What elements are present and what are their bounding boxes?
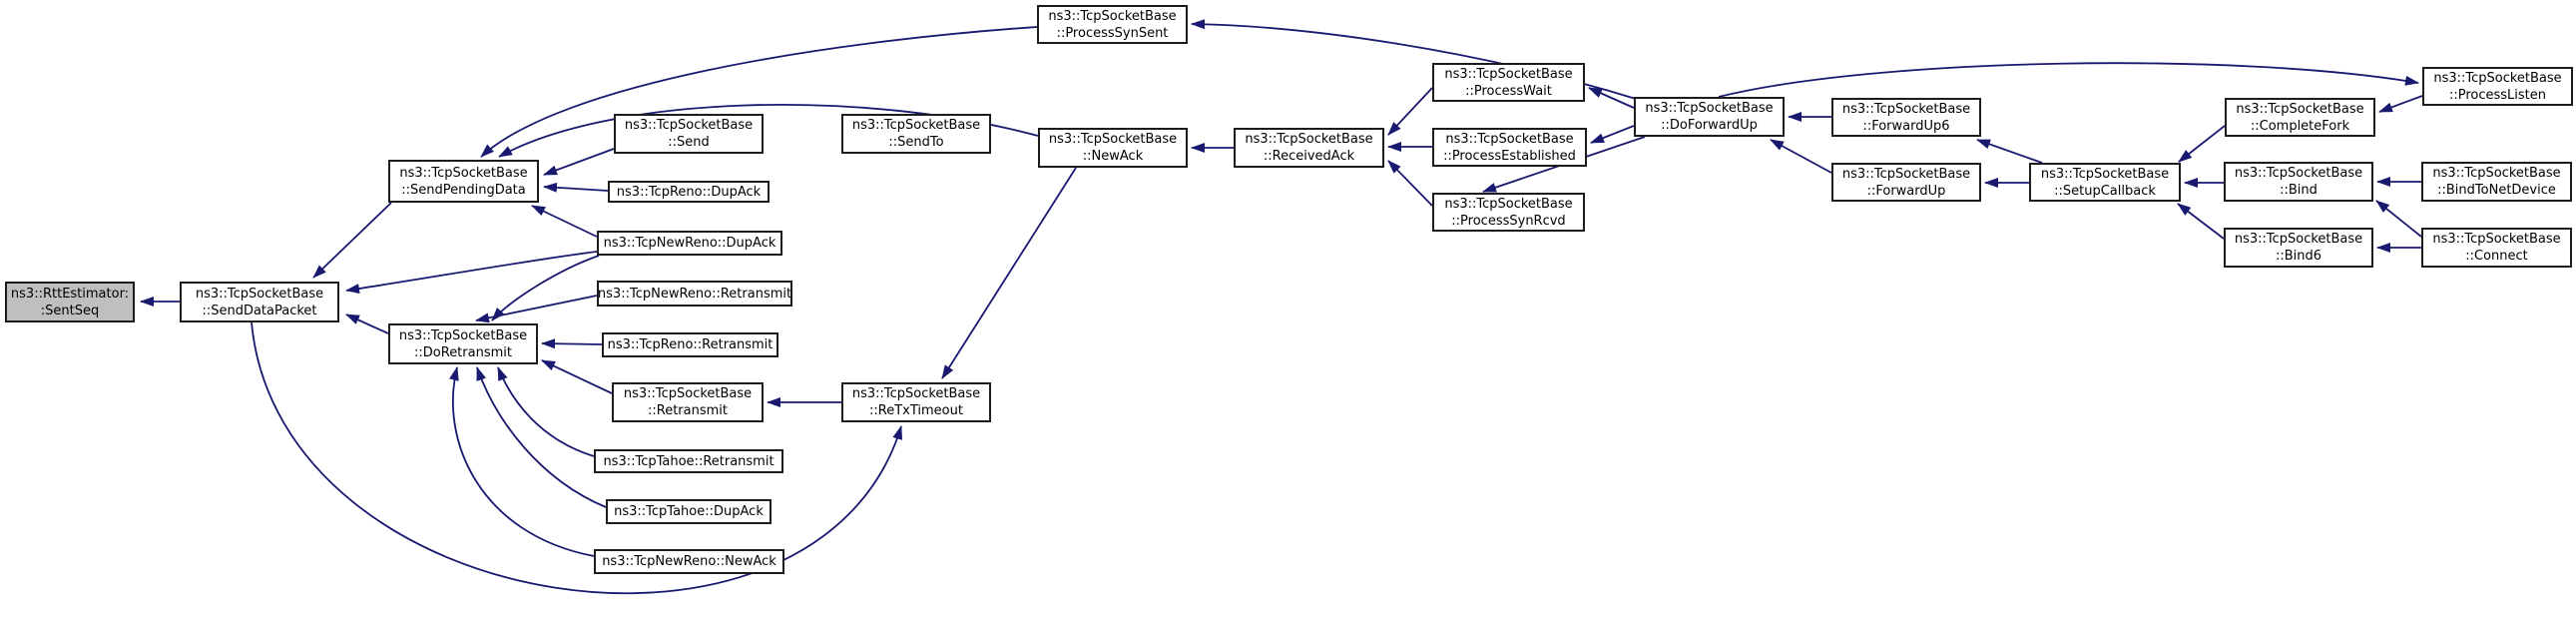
node-label-line: ns3::TcpSocketBase bbox=[1841, 101, 1971, 117]
node-label-line: ns3::TcpSocketBase bbox=[1048, 132, 1178, 147]
node-label-line: ns3::RttEstimator: bbox=[10, 286, 130, 302]
node-label-line: ns3::TcpSocketBase bbox=[851, 386, 981, 401]
node-label-line: ns3::TcpSocketBase bbox=[398, 327, 528, 343]
node-label-line: ns3::TcpSocketBase bbox=[1444, 196, 1573, 212]
node-tahoeretransmit[interactable] bbox=[594, 449, 783, 473]
node-label-line: ns3::TcpSocketBase bbox=[2433, 70, 2562, 86]
edge-newrenoretransmit-to-doretransmit bbox=[476, 296, 597, 320]
node-label-line: ns3::TcpReno::DupAck bbox=[616, 184, 762, 200]
node-label-line: ::ProcessListen bbox=[2448, 87, 2547, 103]
node-label-line: ::Bind bbox=[2280, 183, 2318, 198]
node-label-line: ns3::TcpNewReno::NewAck bbox=[602, 554, 776, 569]
node-doforwardup[interactable] bbox=[1634, 97, 1785, 137]
node-doretransmit[interactable] bbox=[388, 323, 538, 364]
node-bind6[interactable] bbox=[2224, 228, 2373, 268]
node-label-line: ::SendPendingData bbox=[401, 182, 526, 198]
node-label-line: ::NewAck bbox=[1082, 149, 1144, 164]
node-label-line: ns3::TcpSocketBase bbox=[1445, 131, 1574, 147]
edge-retransmit-to-doretransmit bbox=[542, 360, 612, 393]
node-retransmit[interactable] bbox=[612, 382, 764, 422]
edge-newack-to-retxtimeout bbox=[942, 168, 1076, 378]
node-label-line: ::Send bbox=[668, 135, 710, 150]
node-label-line: ns3::TcpNewReno::Retransmit bbox=[597, 286, 792, 302]
edge-doforwardup-to-processwait bbox=[1589, 88, 1634, 108]
node-label-line: ::ReceivedAck bbox=[1263, 149, 1355, 164]
node-label-line: ns3::TcpSocketBase bbox=[851, 118, 981, 133]
node-label-line: ns3::TcpSocketBase bbox=[1444, 66, 1573, 82]
node-newrenoretransmit[interactable] bbox=[597, 281, 792, 307]
node-sendto[interactable] bbox=[841, 114, 991, 154]
node-label-line: ns3::TcpSocketBase bbox=[195, 286, 324, 302]
edge-newrenodupack-to-senddatapacket bbox=[346, 252, 597, 291]
node-label-line: ::Retransmit bbox=[648, 403, 728, 418]
node-newack[interactable] bbox=[1038, 128, 1188, 168]
edge-completefork-to-setupcallback bbox=[2179, 126, 2225, 162]
node-label-line: ::ForwardUp6 bbox=[1862, 118, 1950, 134]
node-label-line: :SentSeq bbox=[40, 303, 100, 318]
node-label-line: ::ProcessWait bbox=[1465, 83, 1552, 99]
edge-senddatapacket-to-retxtimeout bbox=[252, 322, 901, 593]
edge-newrenonewack-to-doretransmit bbox=[453, 367, 594, 556]
node-label-line: ns3::TcpNewReno::DupAck bbox=[603, 236, 776, 251]
node-label-line: ns3::TcpSocketBase bbox=[2040, 166, 2170, 182]
node-label-line: ::ReTxTimeout bbox=[869, 403, 963, 418]
node-label-line: ns3::TcpSocketBase bbox=[2432, 232, 2561, 247]
edge-forwardup-to-doforwardup bbox=[1771, 140, 1831, 173]
node-setupcallback[interactable] bbox=[2029, 163, 2181, 202]
node-label-line: ns3::TcpSocketBase bbox=[1245, 132, 1373, 147]
node-bind[interactable] bbox=[2224, 162, 2373, 202]
node-forwardup[interactable] bbox=[1831, 163, 1981, 202]
node-senddatapacket[interactable] bbox=[180, 282, 339, 322]
node-label-line: ns3::TcpSocketBase bbox=[2236, 101, 2364, 117]
node-label-line: ::ProcessSynSent bbox=[1056, 25, 1169, 41]
node-label-line: ::ProcessEstablished bbox=[1443, 148, 1576, 164]
node-processwait[interactable] bbox=[1432, 63, 1585, 102]
edge-renodupack-to-sendpendingdata bbox=[544, 187, 608, 191]
node-bindtonetdevice[interactable] bbox=[2421, 162, 2572, 202]
node-label-line: ::ForwardUp bbox=[1866, 183, 1946, 199]
node-label-line: ::Bind6 bbox=[2275, 249, 2322, 264]
node-processlisten[interactable] bbox=[2422, 67, 2573, 106]
edge-processsynrcvd-to-receivedack bbox=[1388, 161, 1432, 206]
node-label-line: ::DoForwardUp bbox=[1661, 118, 1758, 133]
node-label-line: ns3::TcpSocketBase bbox=[623, 386, 753, 401]
node-renoretransmit[interactable] bbox=[602, 332, 778, 357]
edge-doforwardup-to-processlisten bbox=[1719, 63, 2418, 97]
node-label-line: ns3::TcpTahoe::Retransmit bbox=[603, 453, 774, 469]
node-renodupack[interactable] bbox=[608, 181, 770, 203]
edge-processlisten-to-completefork bbox=[2379, 96, 2422, 112]
edge-doforwardup-to-processestablished bbox=[1591, 126, 1634, 143]
node-label-line: ns3::TcpSocketBase bbox=[624, 118, 754, 133]
node-label-line: ::ProcessSynRcvd bbox=[1451, 213, 1566, 229]
node-label-line: ::Connect bbox=[2465, 249, 2528, 264]
node-forwardup6[interactable] bbox=[1831, 98, 1981, 137]
node-label-line: ns3::TcpSocketBase bbox=[2234, 166, 2363, 181]
node-label-line: ::SendTo bbox=[888, 135, 944, 150]
node-label-line: ns3::TcpTahoe::DupAck bbox=[614, 504, 764, 519]
node-processsynrcvd[interactable] bbox=[1432, 193, 1585, 232]
edge-newrenodupack-to-sendpendingdata bbox=[532, 206, 597, 237]
edge-setupcallback-to-forwardup6 bbox=[1977, 140, 2042, 163]
node-completefork[interactable] bbox=[2225, 98, 2375, 137]
node-receivedack[interactable] bbox=[1234, 128, 1384, 168]
edge-sendpendingdata-to-senddatapacket bbox=[313, 203, 391, 278]
node-newrenodupack[interactable] bbox=[597, 231, 782, 256]
node-label-line: ns3::TcpReno::Retransmit bbox=[607, 337, 773, 352]
node-sendpendingdata[interactable] bbox=[388, 160, 539, 203]
node-label-line: ns3::TcpSocketBase bbox=[399, 165, 528, 181]
node-send[interactable] bbox=[614, 114, 764, 154]
node-label-line: ns3::TcpSocketBase bbox=[1048, 8, 1177, 24]
node-label-line: ::DoRetransmit bbox=[414, 344, 512, 360]
node-label-line: ::SendDataPacket bbox=[202, 303, 317, 318]
edge-tahoeretransmit-to-doretransmit bbox=[498, 367, 594, 456]
node-label-line: ns3::TcpSocketBase bbox=[1645, 101, 1774, 116]
node-connect[interactable] bbox=[2421, 228, 2572, 268]
edge-send-to-sendpendingdata bbox=[544, 149, 614, 175]
edge-connect-to-bind bbox=[2376, 201, 2421, 237]
node-processestablished[interactable] bbox=[1432, 128, 1587, 167]
edge-tahoedupack-to-doretransmit bbox=[477, 367, 606, 507]
node-label-line: ::CompleteFork bbox=[2250, 118, 2350, 134]
node-tahoedupack[interactable] bbox=[606, 499, 772, 524]
node-label-line: ::SetupCallback bbox=[2054, 183, 2156, 199]
node-label-line: ns3::TcpSocketBase bbox=[2234, 232, 2363, 247]
node-processsynsent[interactable] bbox=[1037, 5, 1188, 44]
node-label-line: ::BindToNetDevice bbox=[2437, 183, 2556, 198]
node-label-line: ns3::TcpSocketBase bbox=[2432, 166, 2561, 181]
edge-newrenodupack-to-doretransmit bbox=[492, 256, 599, 320]
edge-doretransmit-to-senddatapacket bbox=[346, 314, 388, 333]
edge-renoretransmit-to-doretransmit bbox=[542, 343, 602, 344]
edge-bind6-to-setupcallback bbox=[2178, 204, 2224, 239]
node-retxtimeout[interactable] bbox=[841, 382, 991, 422]
node-newrenonewack[interactable] bbox=[594, 549, 784, 574]
node-label-line: ns3::TcpSocketBase bbox=[1841, 166, 1971, 182]
edge-processwait-to-receivedack bbox=[1388, 88, 1432, 135]
node-sentseq bbox=[5, 282, 135, 322]
